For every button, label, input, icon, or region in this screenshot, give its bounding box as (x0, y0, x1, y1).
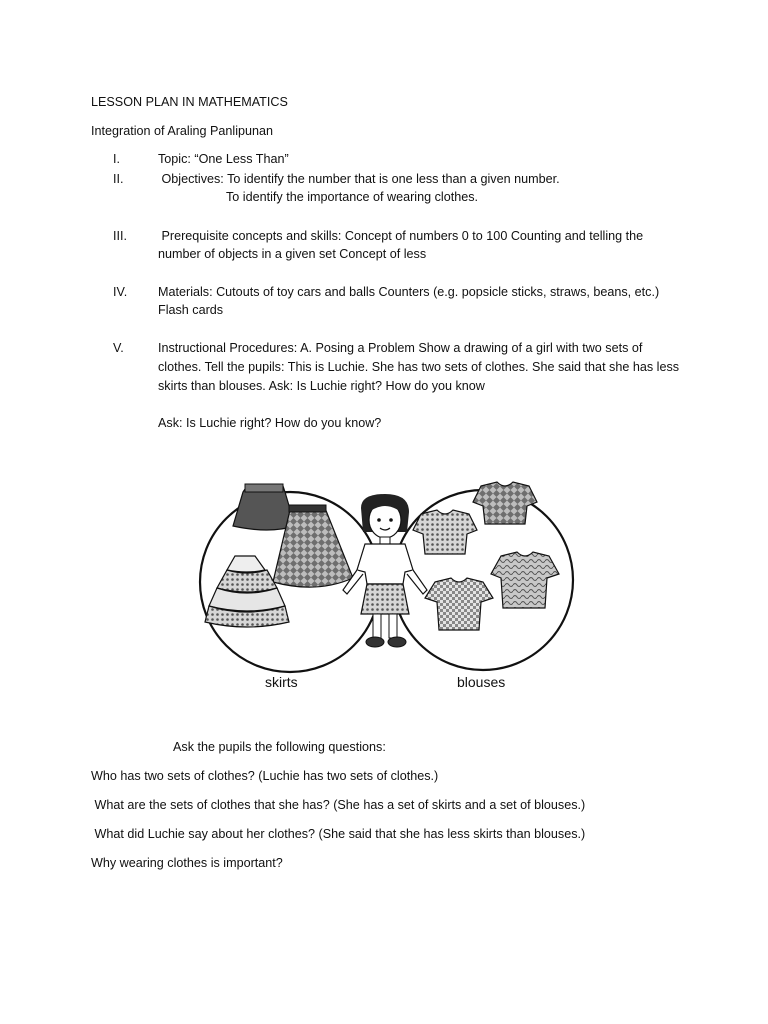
blouses-caption: blouses (457, 674, 506, 690)
topic-line: Topic: “One Less Than” (158, 152, 289, 166)
lesson-title: LESSON PLAN IN MATHEMATICS (91, 95, 288, 109)
objectives-line-1: Objectives: To identify the number that is one less than a given number. (158, 172, 560, 186)
materials-line-1: Materials: Cutouts of toy cars and balls Counters (e.g. popsicle sticks, straws, beans, etc.) (158, 285, 660, 299)
question-3: What did Luchie say about her clothes? (She said that she has less skirts than blouses.) (91, 827, 586, 841)
section-numeral-4: IV. (113, 285, 128, 299)
ask-pupils-intro: Ask the pupils the following questions: (173, 740, 386, 754)
procedures-line-3: skirts than blouses. Ask: Is Luchie right? How do you know (158, 379, 485, 393)
objectives-line-2: To identify the importance of wearing clothes. (226, 190, 479, 204)
integration-line: Integration of Araling Panlipunan (91, 124, 274, 138)
question-1: Who has two sets of clothes? (Luchie has two sets of clothes.) (91, 769, 439, 783)
section-numeral-5: V. (113, 341, 124, 355)
section-numeral-1: I. (113, 152, 120, 166)
skirts-caption: skirts (265, 674, 298, 690)
question-4: Why wearing clothes is important? (91, 856, 283, 870)
procedures-ask-line: Ask: Is Luchie right? How do you know? (158, 416, 382, 430)
procedures-line-1: Instructional Procedures: A. Posing a Problem Show a drawing of a girl with two sets of (158, 341, 643, 355)
question-2: What are the sets of clothes that she has? (She has a set of skirts and a set of blouses.) (91, 798, 586, 812)
section-numeral-2: II. (113, 172, 124, 186)
luchie-clothes-illustration (185, 462, 585, 702)
materials-line-2: Flash cards (158, 303, 224, 317)
illustration-svg (185, 462, 585, 702)
skirt-dark (233, 484, 295, 530)
section-numeral-3: III. (113, 229, 127, 243)
prerequisite-line-2: number of objects in a given set Concept of less (158, 247, 427, 261)
procedures-line-2: clothes. Tell the pupils: This is Luchie. She has two sets of clothes. She said that she has less (158, 360, 680, 374)
prerequisite-line-1: Prerequisite concepts and skills: Concept of numbers 0 to 100 Counting and telling the (158, 229, 644, 243)
